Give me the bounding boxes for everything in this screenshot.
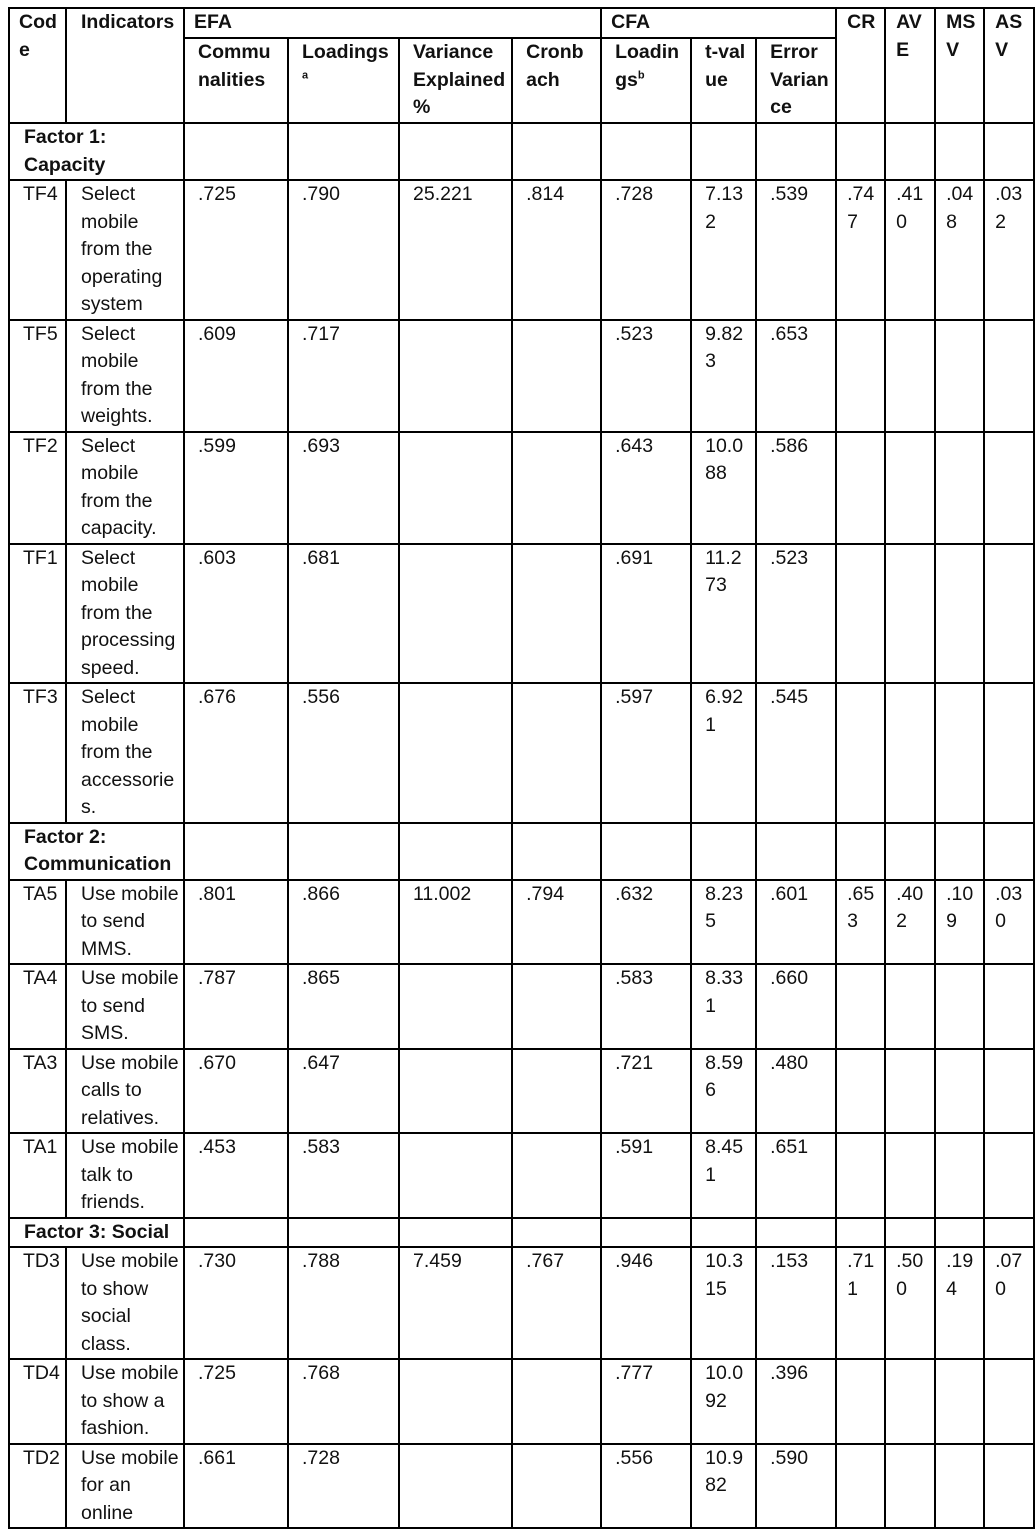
row-code: TF4 [9,180,66,320]
row-cr [836,1444,885,1529]
row-indicator: Use mobile for an online [66,1444,184,1529]
row-cronbach [512,432,601,544]
row-cronbach [512,683,601,823]
header-indicators: Indicators [66,8,184,123]
row-indicator: Use mobile to send MMS. [66,880,184,965]
row-cronbach [512,320,601,432]
row-t-value: 10.982 [691,1444,756,1529]
row-msv: .109 [935,880,984,965]
row-ave [885,1359,935,1444]
table-row [9,1444,1034,1529]
row-code: TF3 [9,683,66,823]
row-cfa-loading: .597 [601,683,691,823]
row-code: TA4 [9,964,66,1049]
row-error-variance: .539 [756,180,836,320]
row-error-variance: .586 [756,432,836,544]
table-body [9,123,1034,1528]
row-cr [836,544,885,684]
row-code: TA1 [9,1133,66,1218]
empty-cell [399,123,512,180]
row-efa-loading: .728 [288,1444,399,1529]
empty-cell [935,823,984,880]
factor-row [9,123,1034,180]
row-variance-explained [399,1049,512,1134]
row-cfa-loading: .643 [601,432,691,544]
row-t-value: 10.315 [691,1247,756,1359]
cfa-loadings-sup: b [637,69,645,81]
empty-cell [756,123,836,180]
row-communality: .661 [184,1444,288,1529]
efa-loadings-sup: a [302,69,309,81]
row-ave [885,1444,935,1529]
row-t-value: 8.451 [691,1133,756,1218]
row-t-value: 6.921 [691,683,756,823]
row-indicator: Use mobile to send SMS. [66,964,184,1049]
row-communality: .676 [184,683,288,823]
empty-cell [288,1218,399,1248]
row-variance-explained [399,1133,512,1218]
header-variance-explained: Variance Explained % [399,38,512,123]
factor-row [9,1218,1034,1248]
row-msv: .048 [935,180,984,320]
row-efa-loading: .768 [288,1359,399,1444]
row-cfa-loading: .556 [601,1444,691,1529]
row-indicator: Use mobile to show social class. [66,1247,184,1359]
row-ave [885,964,935,1049]
row-code: TA3 [9,1049,66,1134]
row-efa-loading: .790 [288,180,399,320]
row-asv [984,1133,1034,1218]
row-efa-loading: .693 [288,432,399,544]
header-row-top [9,8,1034,38]
row-communality: .599 [184,432,288,544]
row-ave: .402 [885,880,935,965]
row-error-variance: .480 [756,1049,836,1134]
row-cr: .747 [836,180,885,320]
row-msv [935,1049,984,1134]
row-asv: .030 [984,880,1034,965]
row-cronbach [512,544,601,684]
header-efa: EFA [184,8,601,38]
header-cfa: CFA [601,8,836,38]
row-cr [836,1133,885,1218]
row-ave [885,1049,935,1134]
row-indicator: Use mobile talk to friends. [66,1133,184,1218]
row-cr [836,1359,885,1444]
row-msv [935,432,984,544]
row-efa-loading: .866 [288,880,399,965]
table-row [9,683,1034,823]
empty-cell [885,823,935,880]
row-variance-explained: 25.221 [399,180,512,320]
table-row [9,544,1034,684]
empty-cell [984,823,1034,880]
row-msv [935,1444,984,1529]
row-cronbach: .794 [512,880,601,965]
row-indicator: Use mobile calls to relatives. [66,1049,184,1134]
row-asv [984,964,1034,1049]
efa-loadings-label: Loadings [302,41,389,63]
empty-cell [691,823,756,880]
empty-cell [399,1218,512,1248]
row-t-value: 10.088 [691,432,756,544]
row-error-variance: .660 [756,964,836,1049]
row-cronbach [512,1359,601,1444]
row-variance-explained [399,320,512,432]
table-row [9,1049,1034,1134]
row-msv [935,320,984,432]
row-communality: .603 [184,544,288,684]
row-t-value: 10.092 [691,1359,756,1444]
row-asv [984,544,1034,684]
row-variance-explained: 11.002 [399,880,512,965]
row-msv: .194 [935,1247,984,1359]
row-cr [836,320,885,432]
row-asv [984,1359,1034,1444]
empty-cell [984,123,1034,180]
row-msv [935,1133,984,1218]
row-code: TD2 [9,1444,66,1529]
row-communality: .801 [184,880,288,965]
header-cronbach: Cronbach [512,38,601,123]
row-cronbach: .767 [512,1247,601,1359]
row-efa-loading: .681 [288,544,399,684]
factor-row [9,823,1034,880]
row-cfa-loading: .583 [601,964,691,1049]
table-row [9,432,1034,544]
row-efa-loading: .717 [288,320,399,432]
empty-cell [512,1218,601,1248]
empty-cell [836,1218,885,1248]
row-variance-explained [399,683,512,823]
row-indicator: Select mobile from the accessories. [66,683,184,823]
table-row [9,180,1034,320]
empty-cell [836,123,885,180]
row-t-value: 8.596 [691,1049,756,1134]
row-asv [984,432,1034,544]
row-cfa-loading: .632 [601,880,691,965]
row-code: TF5 [9,320,66,432]
row-cfa-loading: .591 [601,1133,691,1218]
row-msv [935,964,984,1049]
row-efa-loading: .556 [288,683,399,823]
cfa-loadings-label: Loadings [615,41,680,91]
empty-cell [691,1218,756,1248]
row-error-variance: .590 [756,1444,836,1529]
row-cronbach [512,1133,601,1218]
row-variance-explained: 7.459 [399,1247,512,1359]
row-variance-explained [399,544,512,684]
header-cfa-loadings [601,38,691,123]
cropped-caption-line [0,0,1036,7]
row-indicator: Select mobile from the capacity. [66,432,184,544]
row-error-variance: .396 [756,1359,836,1444]
row-efa-loading: .583 [288,1133,399,1218]
row-communality: .730 [184,1247,288,1359]
row-asv [984,1049,1034,1134]
factor-label: Factor 2: Communication [9,823,184,880]
row-ave [885,432,935,544]
row-asv [984,320,1034,432]
row-asv [984,1444,1034,1529]
empty-cell [288,123,399,180]
row-cfa-loading: .691 [601,544,691,684]
header-cr: CR [836,8,885,123]
table-row [9,880,1034,965]
row-cronbach: .814 [512,180,601,320]
row-msv [935,683,984,823]
row-ave [885,544,935,684]
factor-label: Factor 1: Capacity [9,123,184,180]
empty-cell [691,123,756,180]
row-indicator: Select mobile from the operating system [66,180,184,320]
row-variance-explained [399,432,512,544]
row-variance-explained [399,1359,512,1444]
row-cr [836,1049,885,1134]
row-t-value: 11.273 [691,544,756,684]
row-indicator: Use mobile to show a fashion. [66,1359,184,1444]
empty-cell [184,823,288,880]
row-ave: .500 [885,1247,935,1359]
row-ave [885,1133,935,1218]
row-variance-explained [399,964,512,1049]
row-communality: .725 [184,180,288,320]
row-efa-loading: .788 [288,1247,399,1359]
row-cronbach [512,1444,601,1529]
row-error-variance: .651 [756,1133,836,1218]
table-row [9,1133,1034,1218]
row-communality: .670 [184,1049,288,1134]
row-cfa-loading: .777 [601,1359,691,1444]
row-ave [885,320,935,432]
empty-cell [288,823,399,880]
row-ave: .410 [885,180,935,320]
row-t-value: 8.331 [691,964,756,1049]
empty-cell [399,823,512,880]
row-error-variance: .545 [756,683,836,823]
row-code: TD4 [9,1359,66,1444]
empty-cell [601,123,691,180]
row-code: TF2 [9,432,66,544]
row-communality: .725 [184,1359,288,1444]
row-code: TA5 [9,880,66,965]
row-t-value: 9.823 [691,320,756,432]
row-ave [885,683,935,823]
empty-cell [512,823,601,880]
row-asv: .032 [984,180,1034,320]
row-cfa-loading: .721 [601,1049,691,1134]
empty-cell [935,1218,984,1248]
factor-label: Factor 3: Social [9,1218,184,1248]
row-efa-loading: .865 [288,964,399,1049]
empty-cell [756,1218,836,1248]
row-code: TF1 [9,544,66,684]
header-error-variance: Error Variance [756,38,836,123]
empty-cell [601,823,691,880]
table-row [9,1247,1034,1359]
row-asv [984,683,1034,823]
row-msv [935,1359,984,1444]
row-code: TD3 [9,1247,66,1359]
empty-cell [601,1218,691,1248]
table-row [9,964,1034,1049]
row-cronbach [512,1049,601,1134]
row-cr: .653 [836,880,885,965]
row-cfa-loading: .523 [601,320,691,432]
table-row [9,1359,1034,1444]
empty-cell [935,123,984,180]
row-cfa-loading: .728 [601,180,691,320]
row-error-variance: .523 [756,544,836,684]
row-error-variance: .153 [756,1247,836,1359]
row-cr [836,964,885,1049]
empty-cell [885,1218,935,1248]
header-code: Code [9,8,66,123]
empty-cell [756,823,836,880]
header-communalities: Communalities [184,38,288,123]
empty-cell [885,123,935,180]
row-cr: .711 [836,1247,885,1359]
empty-cell [836,823,885,880]
header-ave: AVE [885,8,935,123]
header-msv: MSV [935,8,984,123]
row-communality: .787 [184,964,288,1049]
row-cr [836,683,885,823]
row-t-value: 8.235 [691,880,756,965]
table-row [9,320,1034,432]
header-t-value: t-value [691,38,756,123]
row-indicator: Select mobile from the weights. [66,320,184,432]
header-efa-loadings [288,38,399,123]
empty-cell [184,1218,288,1248]
empty-cell [512,123,601,180]
row-cfa-loading: .946 [601,1247,691,1359]
row-communality: .453 [184,1133,288,1218]
empty-cell [984,1218,1034,1248]
empty-cell [184,123,288,180]
row-msv [935,544,984,684]
header-asv: ASV [984,8,1034,123]
row-t-value: 7.132 [691,180,756,320]
row-efa-loading: .647 [288,1049,399,1134]
factor-analysis-table [8,7,1035,1529]
row-error-variance: .601 [756,880,836,965]
row-communality: .609 [184,320,288,432]
row-error-variance: .653 [756,320,836,432]
row-cronbach [512,964,601,1049]
row-asv: .070 [984,1247,1034,1359]
row-indicator: Select mobile from the processing speed. [66,544,184,684]
row-cr [836,432,885,544]
row-variance-explained [399,1444,512,1529]
